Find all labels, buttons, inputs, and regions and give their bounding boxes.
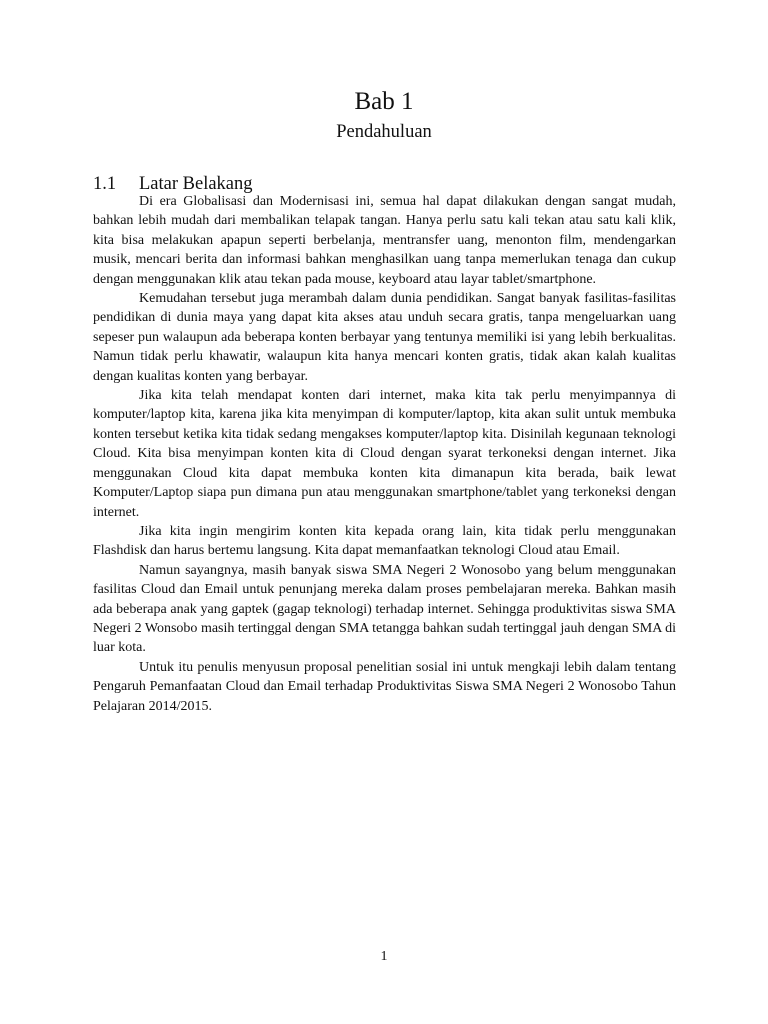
paragraph: Jika kita telah mendapat konten dari internet, maka kita tak perlu menyimpannya di komputer/laptop kita, karena jika kita menyimpan di komputer/laptop, kita akan sulit untuk membuka konten tersebut ketika kita tidak sedang mengakses komputer/laptop kita. Disinilah kegunaan teknologi Cloud. Kita bisa menyimpan konten kita di Cloud dengan syarat terkoneksi dengan internet. Jika menggunakan Cloud kita dapat membuka konten kita dimanapun kita berada, baik lewat Komputer/Laptop siapa pun dimana pun atau menggunakan smartphone/tablet yang terkoneksi dengan internet. — [93, 388, 676, 520]
page-number: 1 — [380, 949, 388, 964]
paragraph: Jika kita ingin mengirim konten kita kepada orang lain, kita tidak perlu menggunakan Flashdisk dan harus bertemu langsung. Kita dapat memanfaatkan teknologi Cloud atau Email. — [93, 523, 676, 559]
paragraph: Namun sayangnya, masih banyak siswa SMA Negeri 2 Wonosobo yang belum menggunakan fasilitas Cloud dan Email untuk penunjang mereka dalam proses pembelajaran mereka. Bahkan masih ada beberapa anak yang gaptek (gagap teknologi) terhadap internet. Sehingga produktivitas siswa SMA Negeri 2 Wonsobo masih tertinggal dengan SMA tetangga bahkan sudah tertinggal jauh dengan SMA di luar kota. — [93, 562, 676, 656]
paragraph: Untuk itu penulis menyusun proposal penelitian sosial ini untuk mengkaji lebih dalam tentang Pengaruh Pemanfaatan Cloud dan Email terhadap Produktivitas Siswa SMA Negeri 2 Wonosobo Tahun Pelajaran 2014/2015. — [93, 659, 676, 714]
body-text — [93, 192, 676, 716]
paragraph: Kemudahan tersebut juga merambah dalam dunia pendidikan. Sangat banyak fasilitas-fasilitas pendidikan di dunia maya yang dapat kita akses atau unduh secara gratis, tanpa mengeluarkan uang sepeser pun walaupun ada beberapa konten berbayar yang tentunya memiliki isi yang lebih berkualitas. Namun tidak perlu khawatir, walaupun kita hanya mencari konten gratis, tidak akan kalah kualitas dengan kualitas konten yang berbayar. — [93, 291, 676, 384]
section-number: 1.1 — [93, 174, 117, 194]
section-title: Latar Belakang — [139, 174, 253, 194]
chapter-title: Pendahuluan — [336, 122, 432, 142]
paragraph: Di era Globalisasi dan Modernisasi ini, semua hal dapat dilakukan dengan sangat mudah, bahkan lebih mudah dari membalikan telapak tangan. Hanya perlu satu kali tekan atau satu kali klik, kita bisa melakukan apapun seperti berbelanja, mentransfer uang, menonton film, mendengarkan musik, mencari berita dan informasi bahkan menghasilkan uang tanpa memerlukan tenaga dan cukup dengan menggunakan klik atau tekan pada mouse, keyboard atau layar tablet/smartphone. — [93, 194, 676, 287]
chapter-number: Bab 1 — [354, 88, 414, 115]
